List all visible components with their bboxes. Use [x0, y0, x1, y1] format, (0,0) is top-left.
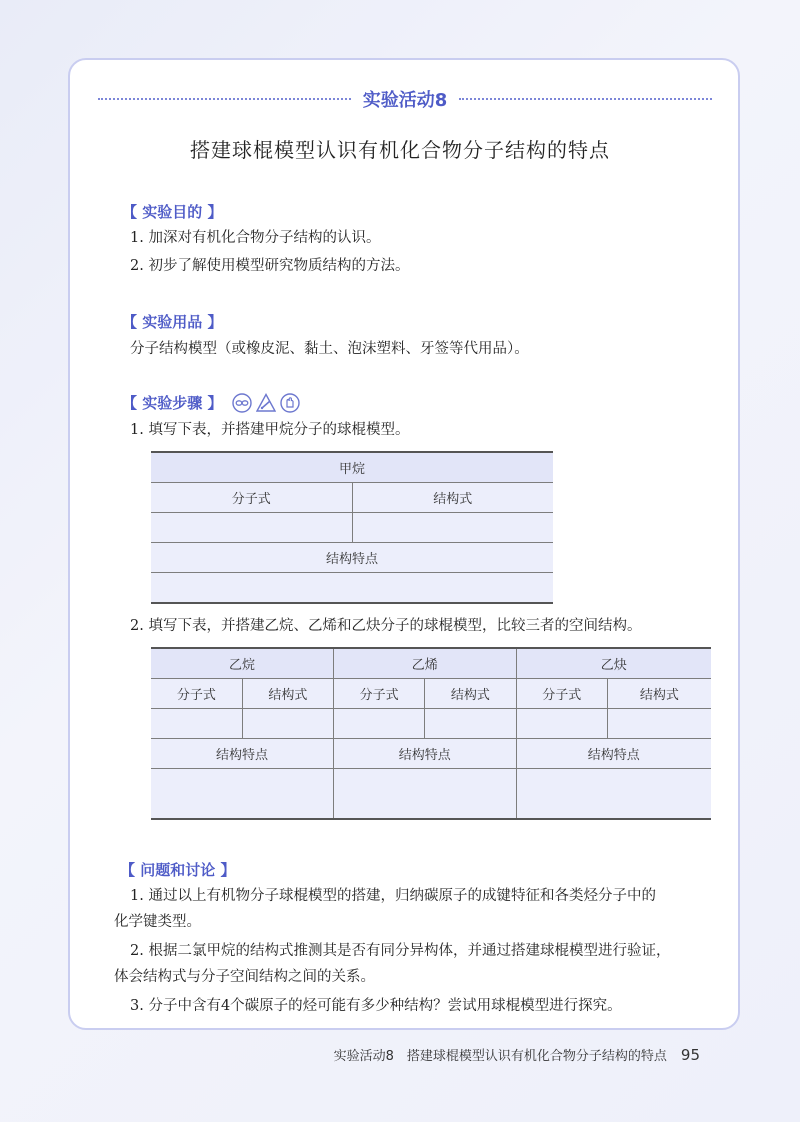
question-1-line-2: 化学键类型。: [114, 914, 201, 930]
question-2-line-1: 2. 根据二氯甲烷的结构式推测其是否有同分异构体，并通过搭建球棍模型进行验证，: [130, 943, 671, 959]
goggles-icon: [232, 393, 252, 413]
purpose-heading: 【 实验目的 】: [122, 203, 223, 221]
ethylene-formula-answer[interactable]: [334, 709, 425, 739]
steps-heading-row: [122, 392, 300, 413]
methane-title-cell: 甲烷: [151, 452, 553, 483]
ethylene-feature-answer[interactable]: [334, 769, 517, 820]
acetylene-structural-label: 结构式: [607, 679, 711, 709]
activity-heading: [98, 86, 712, 112]
methane-formula-answer[interactable]: [151, 513, 352, 543]
ethane-structural-label: 结构式: [242, 679, 333, 709]
methane-table: [151, 451, 553, 604]
question-1-line-1: 1. 通过以上有机物分子球棍模型的搭建，归纳碳原子的成键特征和各类烃分子中的: [130, 888, 656, 904]
purpose-item-1: 1. 加深对有机化合物分子结构的认识。: [130, 230, 381, 246]
ethane-formula-label: 分子式: [151, 679, 242, 709]
ethane-formula-answer[interactable]: [151, 709, 242, 739]
materials-text: 分子结构模型（或橡皮泥、黏土、泡沫塑料、牙签等代用品）。: [130, 341, 529, 357]
ethylene-feature-label: 结构特点: [334, 739, 517, 769]
ethane-structural-answer[interactable]: [242, 709, 333, 739]
acetylene-header: 乙炔: [516, 648, 711, 679]
steps-heading: 【 实验步骤 】: [122, 394, 223, 412]
methane-structural-label: 结构式: [352, 483, 553, 513]
divider-left: [98, 98, 351, 100]
ethane-header: 乙烷: [151, 648, 334, 679]
discussion-heading: 【 问题和讨论 】: [120, 861, 236, 879]
ethane-feature-answer[interactable]: [151, 769, 334, 820]
ethylene-structural-label: 结构式: [425, 679, 516, 709]
methane-feature-label: 结构特点: [151, 543, 553, 573]
activity-number: 实验活动8: [362, 90, 448, 111]
question-3: 3. 分子中含有4个碳原子的烃可能有多少种结构？尝试用球棍模型进行探究。: [130, 998, 622, 1014]
hydrocarbon-table: [151, 647, 711, 820]
acetylene-formula-label: 分子式: [516, 679, 607, 709]
step-2-text: 2. 填写下表，并搭建乙烷、乙烯和乙炔分子的球棍模型，比较三者的空间结构。: [130, 618, 642, 634]
purpose-item-2: 2. 初步了解使用模型研究物质结构的方法。: [130, 258, 410, 274]
acetylene-feature-label: 结构特点: [516, 739, 711, 769]
methane-formula-label: 分子式: [151, 483, 352, 513]
question-2-line-2: 体会结构式与分子空间结构之间的关系。: [114, 969, 375, 985]
methane-feature-answer[interactable]: [151, 573, 553, 604]
page-number: 95: [680, 1046, 700, 1064]
step-1-text: 1. 填写下表，并搭建甲烷分子的球棍模型。: [130, 422, 410, 438]
ethylene-formula-label: 分子式: [334, 679, 425, 709]
divider-right: [459, 98, 712, 100]
page-footer: [334, 1045, 700, 1064]
hand-wash-icon: [280, 393, 300, 413]
safety-icons: [232, 393, 300, 413]
ethane-feature-label: 结构特点: [151, 739, 334, 769]
methane-structural-answer[interactable]: [352, 513, 553, 543]
page-title: 搭建球棍模型认识有机化合物分子结构的特点: [190, 138, 610, 162]
footer-text: 实验活动8 搭建球棍模型认识有机化合物分子结构的特点: [333, 1049, 667, 1064]
acetylene-formula-answer[interactable]: [516, 709, 607, 739]
acetylene-structural-answer[interactable]: [607, 709, 711, 739]
sharp-object-icon: [256, 393, 276, 413]
acetylene-feature-answer[interactable]: [516, 769, 711, 820]
materials-heading: 【 实验用品 】: [122, 313, 223, 331]
ethylene-structural-answer[interactable]: [425, 709, 516, 739]
ethylene-header: 乙烯: [334, 648, 517, 679]
